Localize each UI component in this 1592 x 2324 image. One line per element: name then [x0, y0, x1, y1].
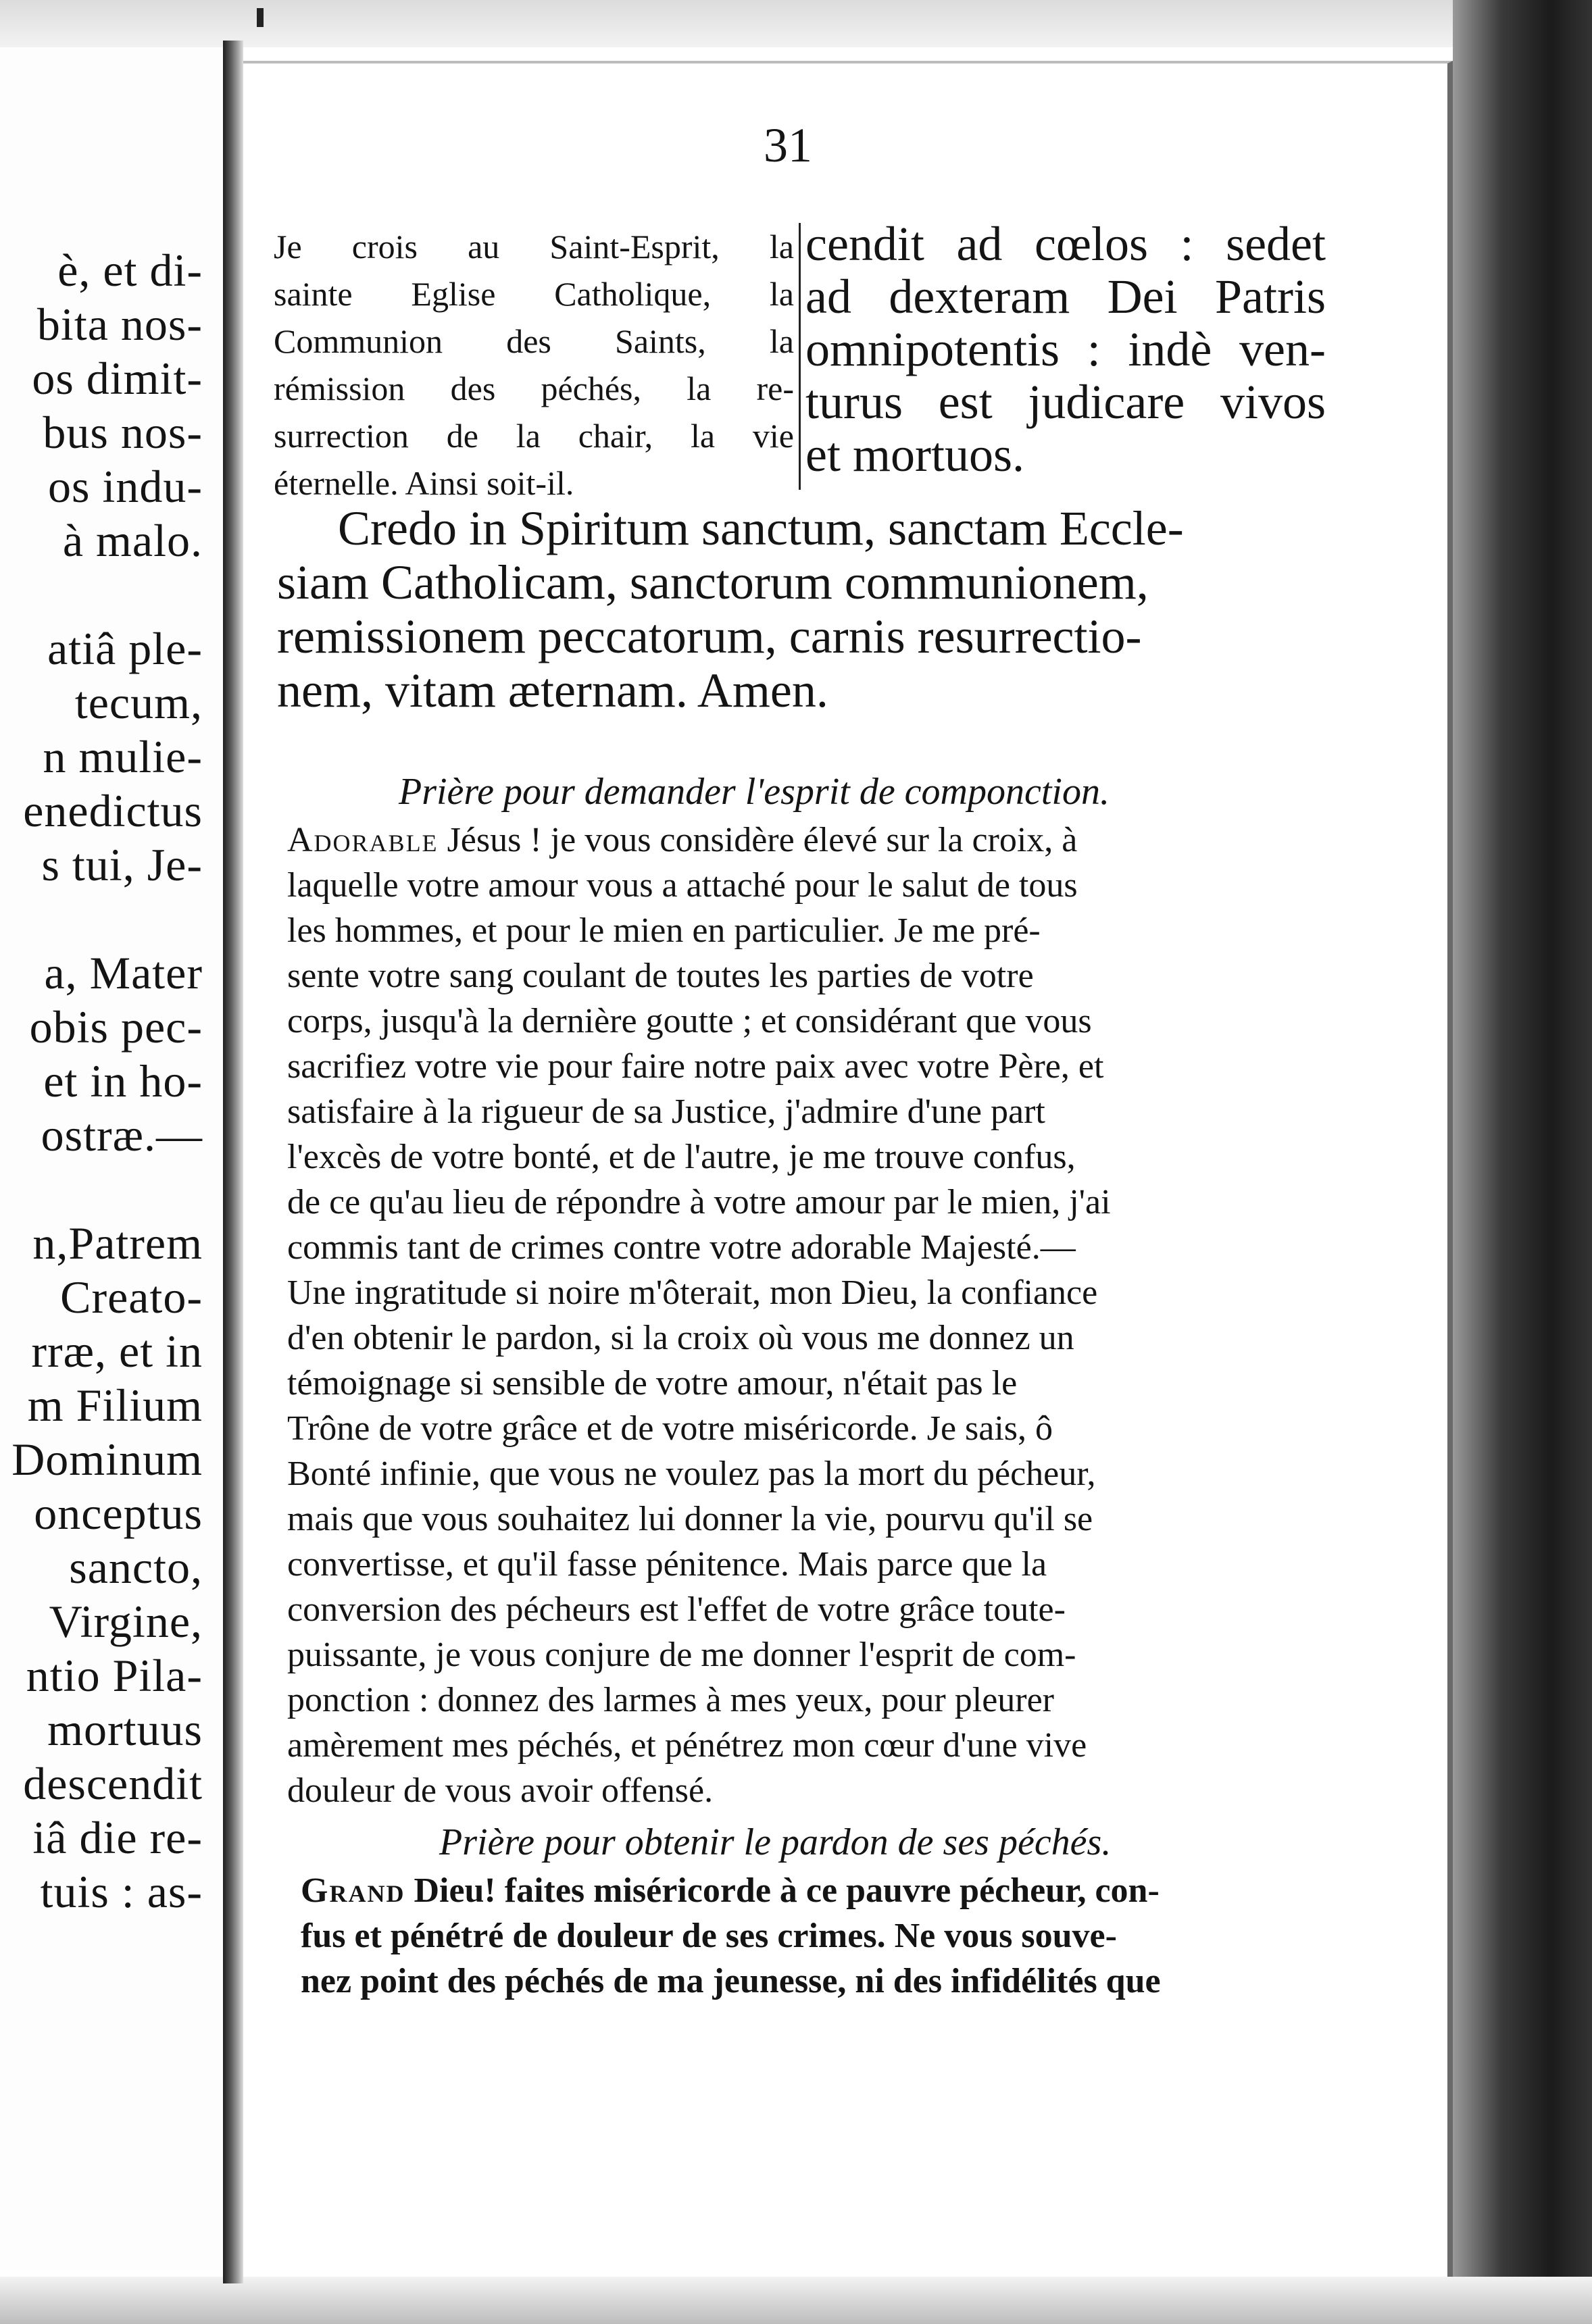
latin-line: et mortuos. — [805, 428, 1024, 482]
prose-line: témoignage si sensible de votre amour, n'était pas le — [287, 1364, 1018, 1403]
prose-line: Jésus ! je vous considère élevé sur la croix, à — [438, 821, 1078, 859]
prose-line: satisfaire à la rigueur de sa Justice, j'admire d'une part — [287, 1092, 1045, 1131]
page-number: 31 — [764, 118, 812, 172]
credo-line: siam Catholicam, sanctorum communionem, — [277, 555, 1149, 609]
facing-page-line: m Filium — [27, 1380, 203, 1431]
book-gutter — [223, 41, 243, 2283]
drop-word: Grand — [301, 1871, 405, 1910]
facing-page-line: bita nos- — [36, 299, 203, 350]
facing-page-line: n mulie- — [43, 731, 203, 782]
facing-page-line: n,Patrem — [32, 1217, 203, 1269]
french-line: Communion des Saints, la — [274, 322, 794, 360]
scan-right-edge — [1453, 0, 1592, 2324]
facing-page-line: iâ die re- — [32, 1812, 203, 1863]
heading-pardon: Prière pour obtenir le pardon de ses péchés. — [439, 1821, 1112, 1863]
heading-compunction: Prière pour demander l'esprit de componction. — [399, 771, 1110, 813]
facing-page-line: mortuus — [47, 1704, 203, 1755]
pardon-prayer — [301, 1868, 1161, 2004]
french-creed-column — [274, 223, 794, 507]
latin-line: cendit ad cœlos : sedet — [805, 217, 1326, 271]
facing-page-line: rræ, et in — [31, 1325, 203, 1377]
facing-page-line: è, et di- — [57, 245, 203, 296]
prose-line: les hommes, et pour le mien en particulier. Je me pré- — [287, 911, 1041, 950]
prose-line: conversion des pécheurs est l'effet de votre grâce toute- — [287, 1590, 1066, 1629]
prose-line: nez point des péchés de ma jeunesse, ni des infidélités que — [301, 1962, 1161, 2000]
french-line: rémission des péchés, la re- — [274, 370, 794, 407]
prose-line: douleur de vous avoir offensé. — [287, 1771, 714, 1810]
facing-page-line: et in ho- — [43, 1055, 203, 1107]
facing-page-line: tuis : as- — [40, 1866, 203, 1917]
facing-page-line: sancto, — [69, 1542, 203, 1593]
prose-line: Bonté infinie, que vous ne voulez pas la mort du pécheur, — [287, 1455, 1096, 1493]
french-line: Je crois au Saint-Esprit, la — [274, 228, 794, 266]
prose-line: corps, jusqu'à la dernière goutte ; et considérant que vous — [287, 1002, 1092, 1040]
scan-speck — [257, 8, 264, 27]
prose-line: Une ingratitude si noire m'ôterait, mon Dieu, la confiance — [287, 1273, 1098, 1312]
credo-line: Credo in Spiritum sanctum, sanctam Eccle- — [338, 501, 1184, 555]
facing-page-line: Virgine, — [49, 1596, 203, 1647]
prose-line: Dieu! faites miséricorde à ce pauvre pécheur, con- — [405, 1871, 1160, 1910]
facing-page-line: Creato- — [60, 1271, 203, 1323]
compunction-prayer — [287, 817, 1111, 1810]
facing-page-line: a, Mater — [44, 947, 203, 999]
prose-line: mais que vous souhaitez lui donner la vie, pourvu qu'il se — [287, 1500, 1093, 1538]
facing-page-line: os indu- — [48, 461, 203, 512]
french-line: surrection de la chair, la vie — [274, 417, 794, 455]
facing-page-line: tecum, — [74, 677, 203, 728]
facing-page-line: obis pec- — [29, 1001, 203, 1053]
prose-line: ponction : donnez des larmes à mes yeux, pour pleurer — [287, 1681, 1054, 1719]
prose-line: commis tant de crimes contre votre adorable Majesté.— — [287, 1228, 1076, 1267]
prose-line: amèrement mes péchés, et pénétrez mon cœur d'une vive — [287, 1726, 1087, 1765]
facing-page-line: onceptus — [34, 1488, 203, 1539]
facing-page-line: bus nos- — [43, 407, 203, 458]
prose-line: convertisse, et qu'il fasse pénitence. Mais parce que la — [287, 1545, 1047, 1584]
prose-line: laquelle votre amour vous a attaché pour le salut de tous — [287, 866, 1078, 905]
drop-word: Adorable — [287, 821, 439, 859]
facing-page-line: atiâ ple- — [47, 623, 203, 674]
prose-line: puissante, je vous conjure de me donner l'esprit de com- — [287, 1636, 1076, 1674]
prose-line: fus et pénétré de douleur de ses crimes. Ne vous souve- — [301, 1917, 1117, 1955]
french-line: sainte Eglise Catholique, la — [274, 275, 794, 313]
facing-page — [0, 47, 223, 2270]
credo-line: nem, vitam æternam. Amen. — [277, 663, 828, 717]
latin-line: omnipotentis : indè ven- — [805, 322, 1326, 376]
latin-line: turus est judicare vivos — [805, 375, 1326, 429]
prose-line: Trône de votre grâce et de votre miséricorde. Je sais, ô — [287, 1409, 1053, 1448]
prose-line: sente votre sang coulant de toutes les parties de votre — [287, 957, 1034, 995]
credo-paragraph — [277, 501, 1184, 717]
column-divider — [799, 223, 801, 490]
prose-line: de ce qu'au lieu de répondre à votre amour par le mien, j'ai — [287, 1183, 1111, 1221]
facing-page-line: ostræ.— — [41, 1109, 203, 1161]
latin-creed-column — [805, 218, 1326, 481]
credo-line: remissionem peccatorum, carnis resurrectio- — [277, 609, 1142, 663]
prose-line: d'en obtenir le pardon, si la croix où vous me donnez un — [287, 1319, 1074, 1357]
facing-page-line: descendit — [23, 1758, 203, 1809]
facing-page-line: à malo. — [62, 515, 203, 566]
facing-page-line: ntio Pila- — [26, 1650, 203, 1701]
prose-line: sacrifiez votre vie pour faire notre paix avec votre Père, et — [287, 1047, 1104, 1086]
facing-page-line: Dominum — [11, 1434, 203, 1485]
scan-bottom-edge — [0, 2277, 1592, 2324]
french-line: éternelle. Ainsi soit-il. — [274, 464, 574, 502]
facing-page-line: enedictus — [23, 785, 203, 836]
prose-line: l'excès de votre bonté, et de l'autre, je me trouve confus, — [287, 1138, 1076, 1176]
facing-page-line: s tui, Je- — [41, 839, 203, 890]
latin-line: ad dexteram Dei Patris — [805, 270, 1326, 324]
facing-page-line: os dimit- — [32, 353, 203, 404]
